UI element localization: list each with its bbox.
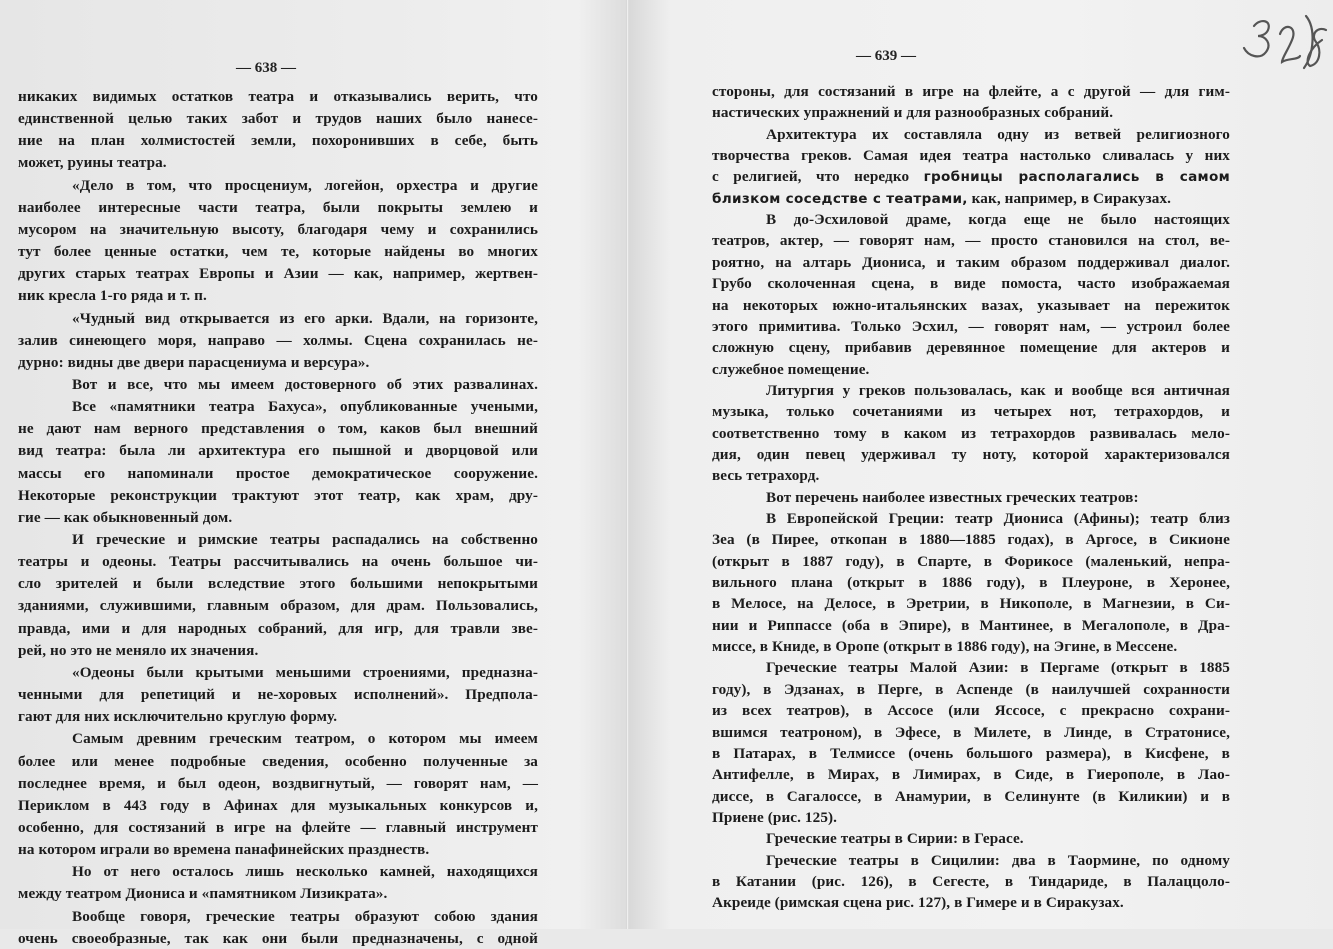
- text-line: этого примитива. Только Эсхил, — говорят нам, — устроил более: [712, 317, 1230, 335]
- text-line: в Катании (рис. 126), в Сегесте, в Тиндариде, в Палаццоло-: [712, 872, 1230, 890]
- text-line: вшимся театроном), в Эфесе, в Милете, в Линде, в Стратонисе,: [712, 723, 1230, 741]
- handwritten-archive-number: [1226, 4, 1331, 74]
- text-line: ние на план холмистостей земли, похоронивших в себе, быть: [18, 132, 538, 150]
- text-line: особенно, для состязаний в игре на флейте — главный инструмент: [18, 818, 538, 836]
- text-line: Вообще говоря, греческие театры образуют собою здания: [72, 907, 538, 925]
- text-line: между театром Диониса и «памятником Лизикрата».: [18, 885, 388, 903]
- text-line: залив синеющего моря, направо — холмы. Сцена сохранилась не-: [18, 331, 538, 349]
- text-line: правда, ими и для народных собраний, для игр, для травли зве-: [18, 619, 538, 637]
- text-line: настических упражнений и для разнообразных собраний.: [712, 104, 1114, 122]
- book-fold: [626, 0, 629, 929]
- text-line: Греческие театры Малой Азии: в Пергаме (открыт в 1885: [766, 659, 1230, 677]
- text-line: театры и одеоны. Театры рассчитывались на очень большое чи-: [18, 553, 538, 571]
- text-line: из всех театров), в Ассосе (или Яссосе, с прекрасно сохрани-: [712, 702, 1230, 720]
- text-line: вильного плана (открыт в 1886 году), в Плеуроне, в Херонее,: [712, 574, 1230, 592]
- text-line: тут более ценные остатки, чем те, которые найдены во многих: [18, 243, 538, 261]
- text-line: ченными для репетиций и не-хоровых исполнений». Предпола-: [18, 686, 538, 704]
- text-line: «Чудный вид открывается из его арки. Вдали, на горизонте,: [72, 309, 538, 327]
- text-line: дия, один певец удерживал ту ноту, которой характеризовался: [712, 445, 1230, 463]
- text-line: [712, 167, 1230, 187]
- text-line: мусором на значительную высоту, благодаря чему и сохранились: [18, 220, 538, 238]
- text-line: Все «памятники театра Бахуса», опубликованные учеными,: [72, 398, 538, 416]
- text-line: Греческие театры в Сицилии: два в Таормине, по одному: [766, 851, 1230, 869]
- text-line: на котором играли во времена панафинейских празднеств.: [18, 841, 430, 859]
- text-line: гие — как обыкновенный дом.: [18, 508, 233, 526]
- text-line: В Европейской Греции: театр Диониса (Афины); театр близ: [766, 510, 1230, 527]
- text-line: служебное помещение.: [712, 360, 870, 378]
- text-line: в Мелосе, на Делосе, в Эретрии, в Никополе, в Магнезии, в Си-: [712, 595, 1230, 613]
- text-line: театров, актер, — говорят нам, — просто становился на стол, ве-: [712, 232, 1230, 250]
- text-line: Некоторые реконструкции трактуют этот театр, как храм, дру-: [18, 486, 538, 504]
- text-line: миссе, в Книде, в Оропе (открыт в 1886 году), на Эгине, в Мессене.: [712, 638, 1178, 656]
- text-line: сло зрителей и были вследствие этого большими непокрытыми: [18, 575, 538, 593]
- text-line: на некоторых южно-итальянских вазах, указывает на пережиток: [712, 296, 1230, 314]
- text-line: «Дело в том, что просцениум, логейон, орхестра и другие: [72, 176, 538, 194]
- text-line: Греческие театры в Сирии: в Герасе.: [766, 830, 1024, 848]
- text-line: Самым древним греческим театром, о котором мы имеем: [72, 730, 538, 748]
- text-line: В до-Эсхиловой драме, когда еще не было настоящих: [766, 211, 1230, 229]
- text-line: году), в Эдзанах, в Перге, в Аспенде (в наилучшей сохранности: [712, 680, 1230, 698]
- page-number: — 638 —: [236, 60, 296, 76]
- text-line: зданиями, служившими, главным образом, для драм. Пользовались,: [18, 597, 538, 615]
- text-line: Антифелле, в Мирах, в Лимирах, в Сиде, в Гиерополе, в Лао-: [712, 766, 1230, 784]
- text-line: массы его напоминали простое демократическое сооружение.: [18, 464, 538, 482]
- text-line: сложную сцену, прибавив деревянное помещение для актеров и: [712, 339, 1230, 357]
- text-line: никаких видимых остатков театра и отказывались верить, что: [18, 88, 538, 105]
- text-line: соответственно тому в каком из тетрахордов развивалась мело-: [712, 424, 1230, 442]
- text-line: Зеа (в Пирее, откопан в 1880—1885 годах), в Аргосе, в Сикионе: [712, 531, 1230, 549]
- text-line: Архитектура их составляла одну из ветвей религиозного: [766, 125, 1230, 143]
- text-line: ник кресла 1-го ряда и т. п.: [18, 287, 207, 305]
- text-line: не дают нам верного представления о том, каков был внешний: [18, 420, 538, 438]
- text-run: с религией, что нередко: [712, 168, 924, 186]
- text-line: очень своеобразные, так как они были предназначены, с одной: [18, 929, 538, 947]
- text-line: наиболее интересные части театра, были покрыты землею и: [18, 198, 538, 216]
- text-line: рей, но это не меняло их значения.: [18, 641, 259, 659]
- text-line: Грубо сколоченная сцена, в виде помоста, часто изображаемая: [712, 275, 1230, 293]
- text-line: дурно: видны две двери парасцениума и версура».: [18, 353, 370, 371]
- left-page: [0, 0, 628, 947]
- text-line: Приене (рис. 125).: [712, 808, 838, 826]
- text-line: может, руины театра.: [18, 154, 167, 172]
- text-line: [712, 189, 1230, 209]
- text-line: стороны, для состязаний в игре на флейте, а с другой — для гим-: [712, 83, 1230, 100]
- text-line: роятно, на алтарь Диониса, и таким образом поддерживал диалог.: [712, 253, 1230, 271]
- text-line: весь тетрахорд.: [712, 467, 820, 485]
- text-line: Но от него осталось лишь несколько камней, находящихся: [72, 863, 538, 881]
- text-line: единственной целью таких забот и трудов наших было нанесе-: [18, 110, 538, 128]
- text-line: других старых театрах Европы и Азии — как, например, жертвен-: [18, 265, 538, 283]
- page-number: — 639 —: [856, 48, 916, 64]
- text-line: «Одеоны были крытыми меньшими строениями, предназна-: [72, 663, 538, 681]
- text-line: гают для них исключительно круглую форму.: [18, 708, 338, 726]
- text-line: Вот и все, что мы имеем достоверного об этих развалинах.: [72, 375, 538, 393]
- text-line: Литургия у греков пользовалась, как и вообще вся античная: [766, 381, 1230, 399]
- text-line: диссе, в Сагалоссе, в Анамурии, в Селинунте (в Киликии) и в: [712, 787, 1230, 805]
- text-line: творчества греков. Самая идея театра настолько сливалась у них: [712, 147, 1230, 165]
- text-line: нии и Риппассе (оба в Эпире), в Мантинее, в Мегалополе, в Дра-: [712, 616, 1230, 634]
- text-line: в Патарах, в Телмиссе (очень большого размера), в Кисфене, в: [712, 744, 1230, 762]
- right-page: [628, 0, 1333, 929]
- text-line: Вот перечень наиболее известных греческих театров:: [766, 488, 1139, 506]
- text-line: более или менее подробные сведения, особенно полученные за: [18, 752, 538, 770]
- emphasized-text: близком соседстве с театрами,: [712, 190, 968, 207]
- emphasized-text: гробницы располагались в самом: [923, 169, 1230, 186]
- text-line: (открыт в 1887 году), в Спарте, в Форикосе (маленький, непра-: [712, 552, 1230, 570]
- text-line: музыка, только сочетаниями из четырех нот, тетрахордов, и: [712, 403, 1230, 421]
- text-line: Периклом в 443 году в Афинах для музыкальных конкурсов и,: [18, 796, 538, 814]
- text-line: последнее время, и был одеон, воздвигнутый, — говорят нам, —: [18, 774, 538, 792]
- text-line: И греческие и римские театры распадались на собственно: [72, 531, 538, 548]
- text-line: Акреиде (римская сцена рис. 127), в Гимере и в Сиракузах.: [712, 894, 1124, 912]
- text-run: как, например, в Сиракузах.: [967, 189, 1172, 207]
- text-line: вид театра: была ли архитектура его пышной и дворцовой или: [18, 442, 538, 460]
